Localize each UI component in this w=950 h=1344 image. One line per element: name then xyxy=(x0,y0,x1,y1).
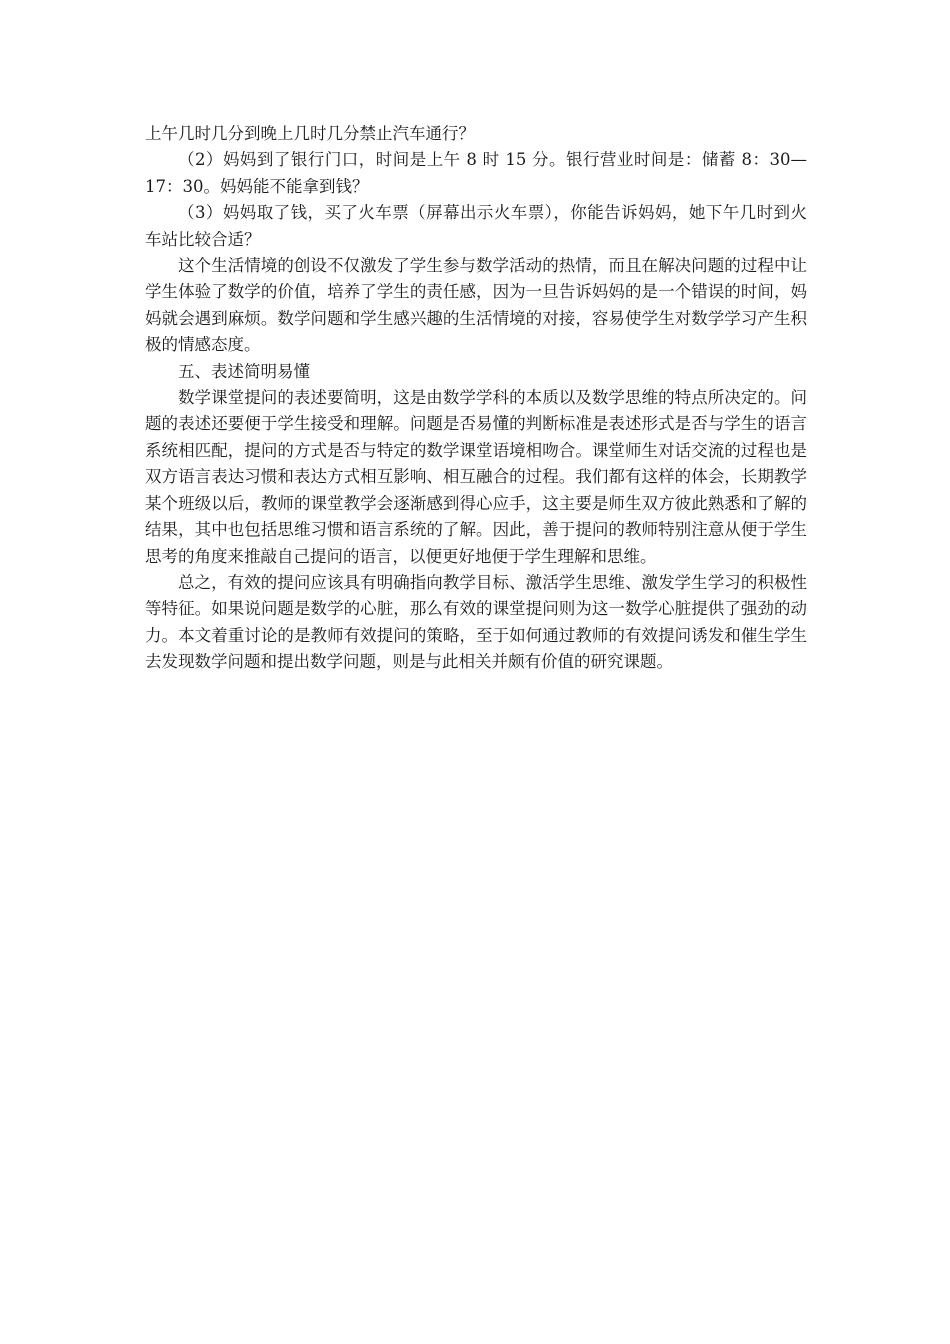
document-page xyxy=(145,121,807,676)
section-heading: 五、表述简明易懂 xyxy=(178,361,310,381)
paragraph-discussion: 这个生活情境的创设不仅激发了学生参与数学活动的热情，而且在解决问题的过程中让学生体验了数学的价值，培养了学生的责任感，因为一旦告诉妈妈的是一个错误的时间，妈妈就会遇到麻烦。数学问题和学生感兴趣的生活情境的对接，容易使学生对数学学习产生积极的情感态度。 xyxy=(145,256,807,355)
paragraph-conclusion: 总之，有效的提问应该具有明确指向教学目标、激活学生思维、激发学生学习的积极性等特征。如果说问题是数学的心脏，那么有效的课堂提问则为这一数学心脏提供了强劲的动力。本文着重讨论的是教师有效提问的策略，至于如何通过教师的有效提问诱发和催生学生去发现数学问题和提出数学问题，则是与此相关并颇有价值的研究课题。 xyxy=(145,572,807,672)
paragraph-section-body: 数学课堂提问的表述要简明，这是由数学学科的本质以及数学思维的特点所决定的。问题的表述还要便于学生接受和理解。问题是否易懂的判断标准是表述形式是否与学生的语言系统相匹配，提问的方式是否与特定的数学课堂语境相吻合。课堂师生对话交流的过程也是双方语言表达习惯和表达方式相互影响、相互融合的过程。我们都有这样的体会，长期教学某个班级以后，教师的课堂教学会逐渐感到得心应手，这主要是师生双方彼此熟悉和了解的结果，其中也包括思维习惯和语言系统的了解。因此，善于提问的教师特别注意从便于学生思考的角度来推敲自己提问的语言，以便更好地便于学生理解和思维。 xyxy=(145,388,807,566)
paragraph-continuation: 上午几时几分到晚上几时几分禁止汽车通行？ xyxy=(145,124,475,143)
paragraph-question-2: （2）妈妈到了银行门口，时间是上午 8 时 15 分。银行营业时间是：储蓄 8：30—17：30。妈妈能不能拿到钱？ xyxy=(145,150,807,196)
paragraph-question-3: （3）妈妈取了钱，买了火车票（屏幕出示火车票），你能告诉妈妈，她下午几时到火车站比较合适？ xyxy=(145,203,807,249)
